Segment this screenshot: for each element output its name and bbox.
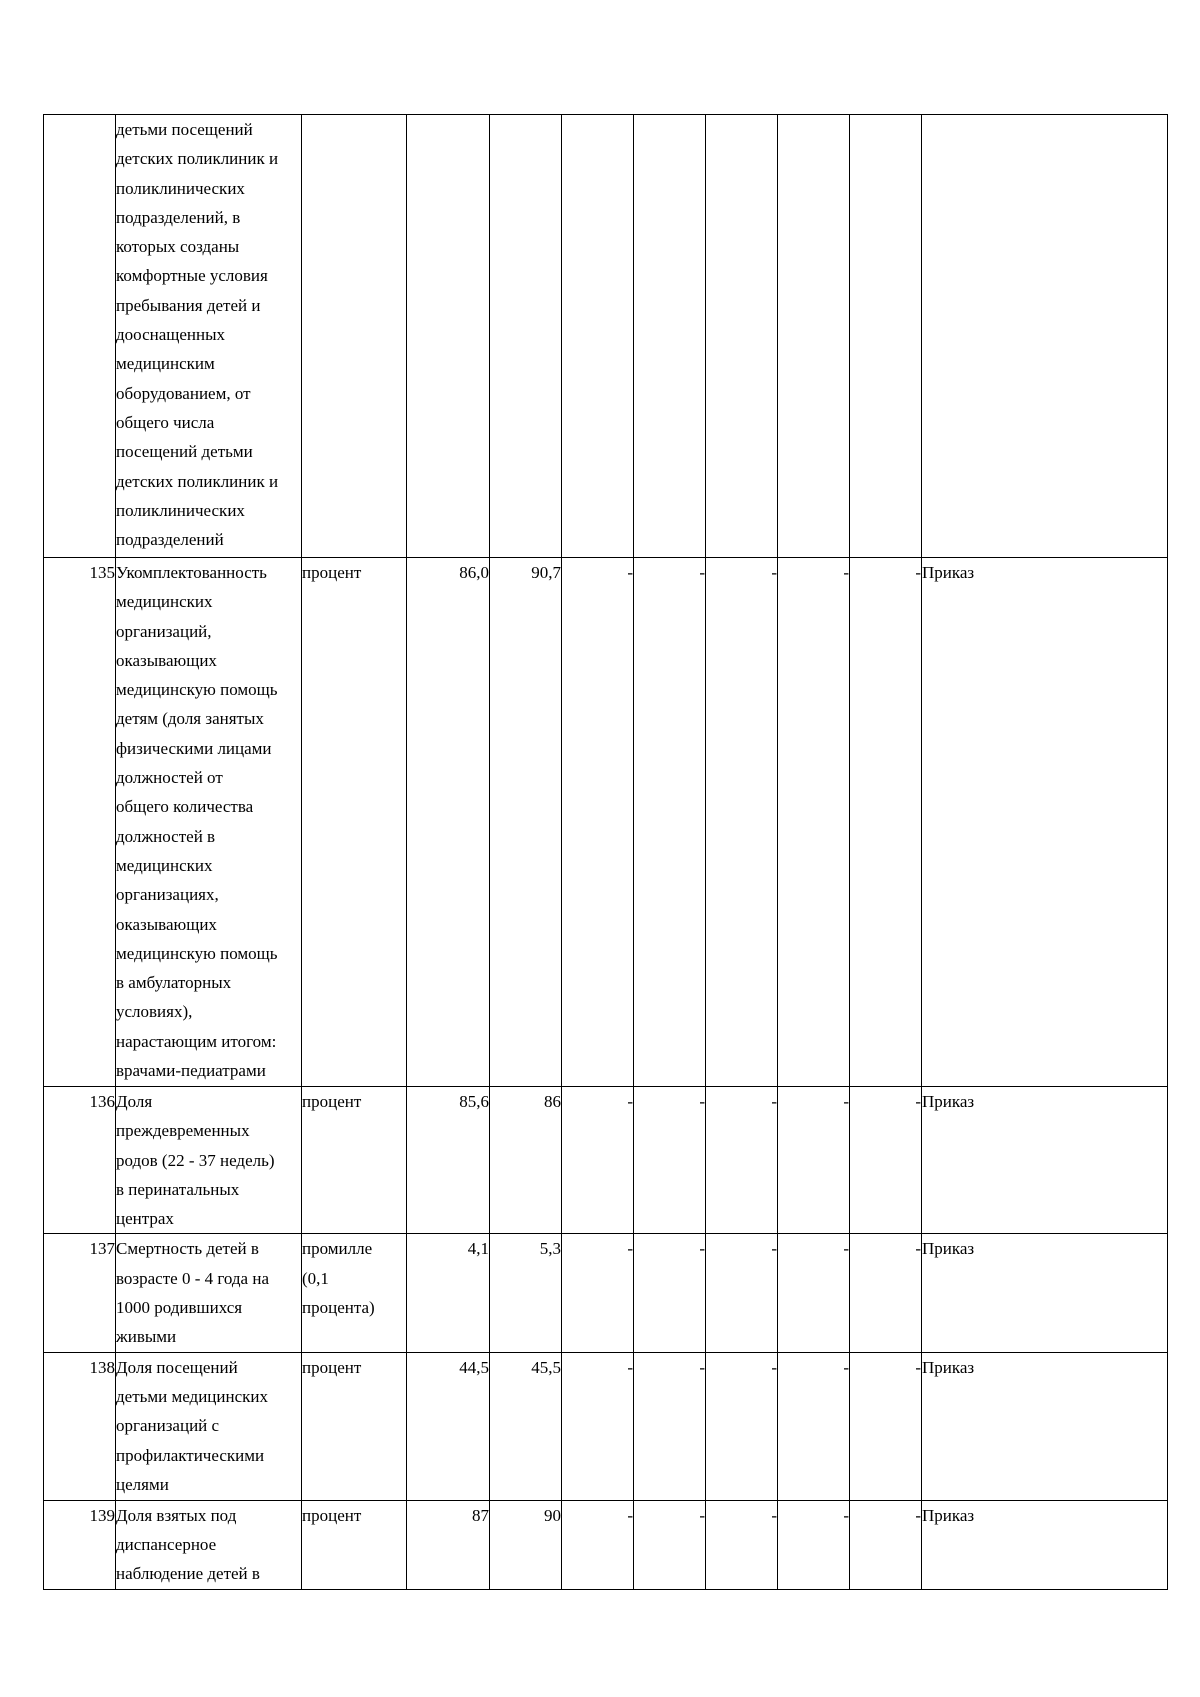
document-cell: Приказ	[922, 1352, 1168, 1500]
table-row	[44, 1352, 1168, 1500]
row-number: 138	[44, 1352, 116, 1500]
value-cell: 86,0	[407, 558, 490, 1087]
value-cell: -	[850, 558, 922, 1087]
value-cell: -	[562, 1087, 634, 1234]
indicator-name: Доля преждевременных родов (22 - 37 недель) в перинатальных центрах	[116, 1087, 302, 1234]
value-cell: -	[562, 1500, 634, 1589]
unit-cell: процент	[302, 1500, 407, 1589]
value-cell: -	[562, 558, 634, 1087]
value-cell: -	[562, 1234, 634, 1352]
value-cell: -	[778, 1087, 850, 1234]
value-cell: -	[706, 1352, 778, 1500]
row-number	[44, 115, 116, 558]
value-cell: -	[634, 1352, 706, 1500]
value-cell	[490, 115, 562, 558]
value-cell: 90,7	[490, 558, 562, 1087]
value-cell: -	[850, 1234, 922, 1352]
indicator-name: Доля взятых под диспансерное наблюдение детей в	[116, 1500, 302, 1589]
value-cell: -	[706, 1500, 778, 1589]
value-cell: 90	[490, 1500, 562, 1589]
value-cell: -	[634, 1234, 706, 1352]
value-cell	[407, 115, 490, 558]
document-cell: Приказ	[922, 558, 1168, 1087]
table-row	[44, 115, 1168, 558]
value-cell: 44,5	[407, 1352, 490, 1500]
indicator-name: детьми посещений детских поликлиник и поликлинических подразделений, в которых созданы комфортные условия пребывания детей и дооснащенных медицинским оборудованием, от общего числа посещений детьми детских поликлиник и поликлинических подразделений	[116, 115, 302, 558]
value-cell: -	[778, 1234, 850, 1352]
value-cell: -	[634, 558, 706, 1087]
value-cell: -	[850, 1087, 922, 1234]
table-row	[44, 1500, 1168, 1589]
value-cell	[850, 115, 922, 558]
document-cell: Приказ	[922, 1500, 1168, 1589]
value-cell: -	[778, 1500, 850, 1589]
indicator-name: Доля посещений детьми медицинских организаций с профилактическими целями	[116, 1352, 302, 1500]
unit-cell: процент	[302, 1352, 407, 1500]
unit-cell	[302, 115, 407, 558]
unit-cell: промилле (0,1 процента)	[302, 1234, 407, 1352]
value-cell: -	[778, 1352, 850, 1500]
row-number: 137	[44, 1234, 116, 1352]
value-cell: -	[706, 1087, 778, 1234]
unit-cell: процент	[302, 1087, 407, 1234]
value-cell: -	[634, 1087, 706, 1234]
value-cell: -	[850, 1500, 922, 1589]
value-cell: -	[562, 1352, 634, 1500]
value-cell: 5,3	[490, 1234, 562, 1352]
value-cell: -	[706, 1234, 778, 1352]
value-cell: -	[634, 1500, 706, 1589]
value-cell	[634, 115, 706, 558]
table-row	[44, 1087, 1168, 1234]
value-cell: -	[850, 1352, 922, 1500]
value-cell: 4,1	[407, 1234, 490, 1352]
value-cell	[706, 115, 778, 558]
indicator-name: Укомплектованность медицинских организаций, оказывающих медицинскую помощь детям (доля занятых физическими лицами должностей от общего количества должностей в медицинских организациях, оказывающих медицинскую помощь в амбулаторных условиях), нарастающим итогом: врачами-педиатрами	[116, 558, 302, 1087]
document-cell	[922, 115, 1168, 558]
table-row	[44, 1234, 1168, 1352]
row-number: 136	[44, 1087, 116, 1234]
indicator-table	[43, 114, 1168, 1590]
value-cell: 87	[407, 1500, 490, 1589]
indicator-name: Смертность детей в возрасте 0 - 4 года на 1000 родившихся живыми	[116, 1234, 302, 1352]
row-number: 139	[44, 1500, 116, 1589]
unit-cell: процент	[302, 558, 407, 1087]
value-cell: 86	[490, 1087, 562, 1234]
table-row	[44, 558, 1168, 1087]
value-cell: -	[706, 558, 778, 1087]
value-cell: 45,5	[490, 1352, 562, 1500]
document-cell: Приказ	[922, 1234, 1168, 1352]
value-cell	[562, 115, 634, 558]
value-cell: -	[778, 558, 850, 1087]
document-cell: Приказ	[922, 1087, 1168, 1234]
value-cell	[778, 115, 850, 558]
row-number: 135	[44, 558, 116, 1087]
value-cell: 85,6	[407, 1087, 490, 1234]
